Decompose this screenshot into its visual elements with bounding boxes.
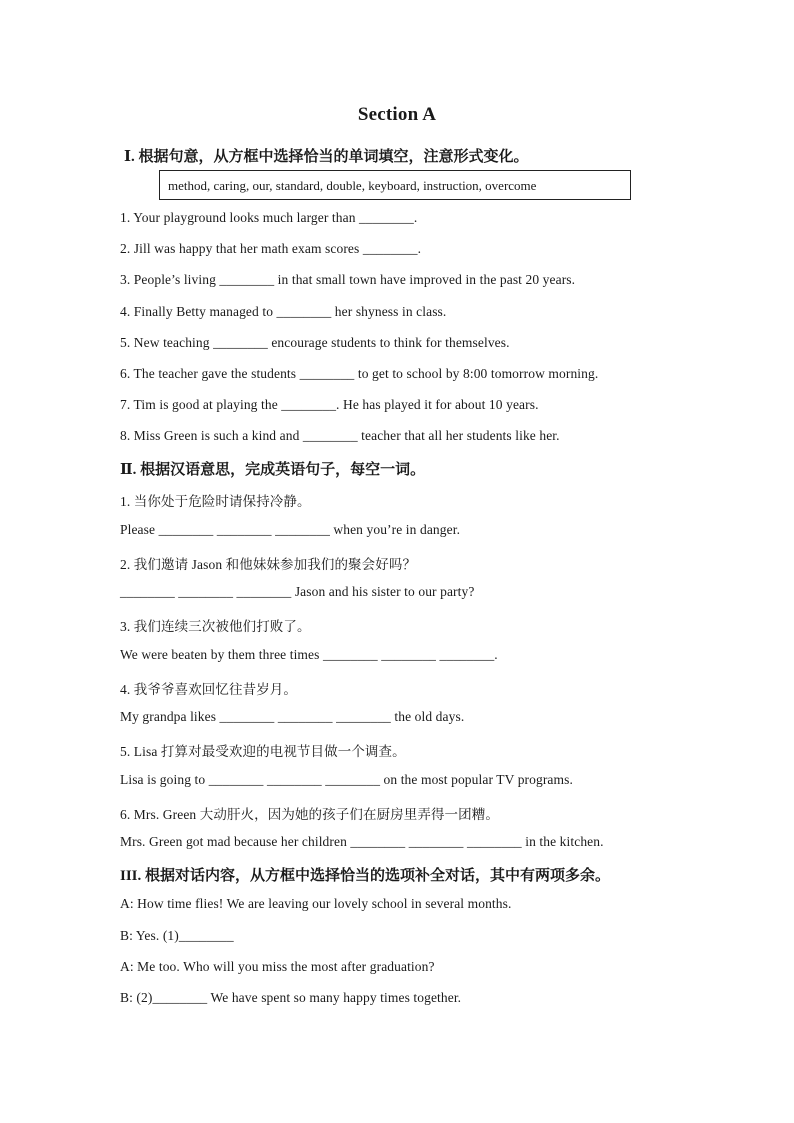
section-2-heading: Ⅱ. 根据汉语意思，完成英语句子，每空一词。 bbox=[120, 462, 426, 478]
s2-item-1-chinese: 1. 当你处于危险时请保持冷静。 bbox=[120, 494, 311, 509]
s1-item-7: 7. Tim is good at playing the ________. He has played it for about 10 years. bbox=[120, 397, 539, 412]
word-bank-box: method, caring, our, standard, double, keyboard, instruction, overcome bbox=[159, 170, 631, 200]
s1-item-5: 5. New teaching ________ encourage students to think for themselves. bbox=[120, 335, 510, 350]
s3-dialogue-line-3: A: Me too. Who will you miss the most after graduation? bbox=[120, 959, 435, 974]
page-title: Section A bbox=[357, 104, 437, 125]
s2-item-4-chinese: 4. 我爷爷喜欢回忆往昔岁月。 bbox=[120, 682, 297, 697]
s2-item-1-english: Please ________ ________ ________ when you’re in danger. bbox=[120, 522, 461, 537]
s1-item-6: 6. The teacher gave the students ________ to get to school by 8:00 tomorrow morning. bbox=[120, 366, 599, 381]
s1-item-8: 8. Miss Green is such a kind and ________ teacher that all her students like her. bbox=[120, 428, 560, 443]
s1-item-1: 1. Your playground looks much larger than ________. bbox=[120, 210, 418, 225]
s2-item-2-chinese: 2. 我们邀请 Jason 和他妹妹参加我们的聚会好吗？ bbox=[120, 557, 417, 572]
s3-dialogue-line-4: B: (2)________ We have spent so many happy times together. bbox=[120, 990, 462, 1005]
section-1-heading: Ⅰ. 根据句意，从方框中选择恰当的单词填空，注意形式变化。 bbox=[124, 149, 529, 165]
s2-item-6-chinese: 6. Mrs. Green 大动肝火，因为她的孩子们在厨房里弄得一团糟。 bbox=[120, 807, 499, 822]
s2-item-3-english: We were beaten by them three times ________ ________ ________. bbox=[120, 647, 498, 662]
s1-item-4: 4. Finally Betty managed to ________ her shyness in class. bbox=[120, 304, 447, 319]
s2-item-2-english: ________ ________ ________ Jason and his sister to our party? bbox=[120, 584, 475, 599]
s3-dialogue-line-1: A: How time flies! We are leaving our lovely school in several months. bbox=[120, 896, 512, 911]
s2-item-4-english: My grandpa likes ________ ________ ________ the old days. bbox=[120, 709, 465, 724]
s3-dialogue-line-2: B: Yes. (1)________ bbox=[120, 928, 234, 943]
s1-item-3: 3. People’s living ________ in that small town have improved in the past 20 years. bbox=[120, 272, 576, 287]
s2-item-6-english: Mrs. Green got mad because her children ________ ________ ________ in the kitchen. bbox=[120, 834, 604, 849]
s2-item-5-chinese: 5. Lisa 打算对最受欢迎的电视节目做一个调查。 bbox=[120, 744, 406, 759]
section-3-heading: III. 根据对话内容，从方框中选择恰当的选项补全对话，其中有两项多余。 bbox=[120, 868, 611, 884]
s2-item-5-english: Lisa is going to ________ ________ ________ on the most popular TV programs. bbox=[120, 772, 573, 787]
s1-item-2: 2. Jill was happy that her math exam scores ________. bbox=[120, 241, 422, 256]
s2-item-3-chinese: 3. 我们连续三次被他们打败了。 bbox=[120, 619, 311, 634]
